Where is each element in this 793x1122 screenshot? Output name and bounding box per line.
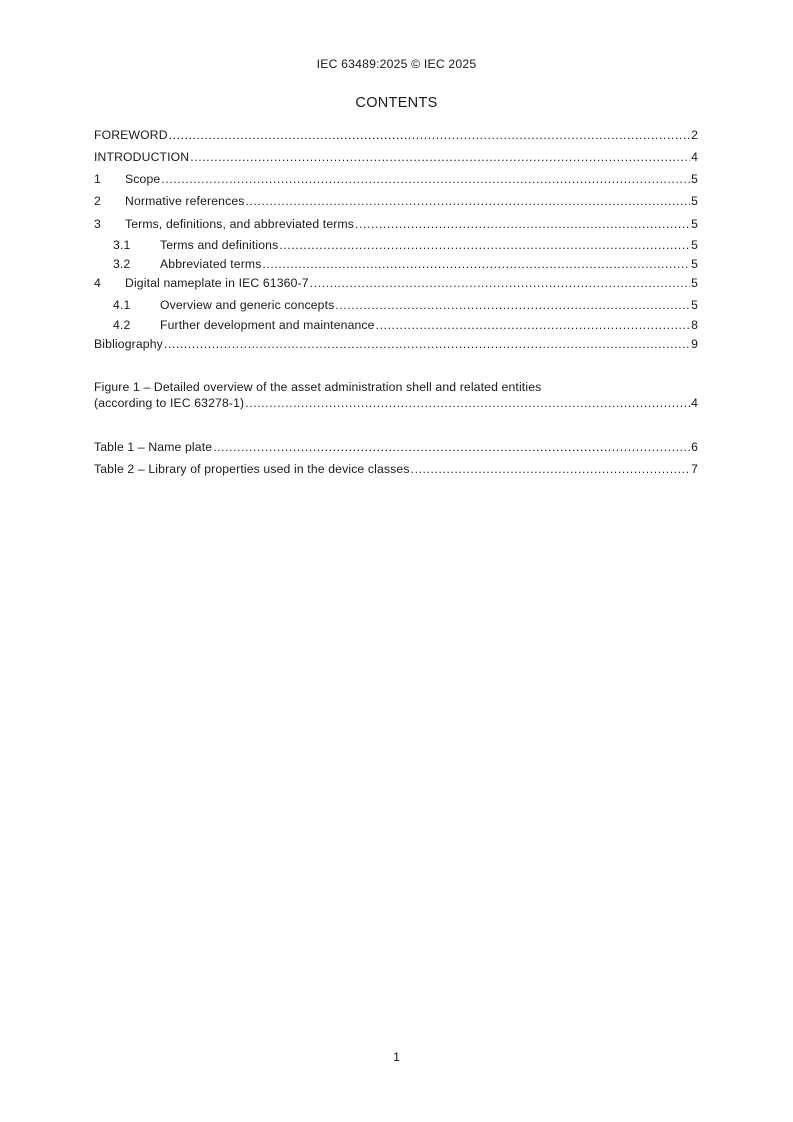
toc-leader — [246, 193, 691, 209]
toc-leader — [161, 171, 690, 187]
toc-entry-digital-nameplate[interactable] — [94, 275, 698, 291]
toc-entry-scope[interactable] — [94, 171, 698, 187]
toc-entry-number: 1 — [94, 172, 101, 186]
toc-entry-number: 2 — [94, 194, 101, 208]
toc-entry-title: FOREWORD — [94, 128, 168, 142]
table-entry-page: 7 — [691, 462, 698, 476]
toc-entry-page: 4 — [691, 150, 698, 164]
toc-entry-number: 4 — [94, 276, 101, 290]
toc-leader — [376, 317, 690, 333]
page-header: IEC 63489:2025 © IEC 2025 — [316, 57, 477, 71]
figure-entry-title-line2: (according to IEC 63278-1) — [94, 396, 245, 410]
toc-entry-abbreviated-terms[interactable] — [113, 256, 698, 272]
toc-leader — [245, 395, 690, 411]
toc-entry-terms-definitions[interactable] — [94, 216, 698, 232]
page-number: 1 — [393, 1050, 400, 1064]
toc-entry-page: 5 — [691, 276, 698, 290]
toc-entry-page: 5 — [691, 172, 698, 186]
toc-leader — [411, 461, 690, 477]
toc-entry-bibliography[interactable] — [94, 336, 698, 352]
toc-entry-page: 5 — [691, 238, 698, 252]
toc-entry-further-development[interactable] — [113, 317, 698, 333]
figure-entry-title-line1[interactable]: Figure 1 – Detailed overview of the asset administration shell and related entities — [94, 380, 542, 394]
toc-entry-title: INTRODUCTION — [94, 150, 190, 164]
contents-title: CONTENTS — [355, 95, 438, 111]
toc-entry-title: Terms, definitions, and abbreviated terms — [125, 217, 355, 231]
toc-leader — [310, 275, 690, 291]
toc-entry-page: 5 — [691, 257, 698, 271]
toc-entry-page: 5 — [691, 217, 698, 231]
toc-leader — [169, 127, 690, 143]
toc-entry-title: Bibliography — [94, 337, 163, 351]
toc-entry-normative-references[interactable] — [94, 193, 698, 209]
table-entry-title: Table 1 – Name plate — [94, 440, 213, 454]
toc-entry-title: Further development and maintenance — [160, 318, 375, 332]
toc-leader — [164, 336, 690, 352]
toc-entry-page: 2 — [691, 128, 698, 142]
toc-leader — [279, 237, 690, 253]
figure-entry-page: 4 — [691, 396, 698, 410]
toc-entry-page: 9 — [691, 337, 698, 351]
toc-entry-page: 5 — [691, 194, 698, 208]
figure-entry-1[interactable] — [94, 395, 698, 411]
toc-entry-page: 5 — [691, 298, 698, 312]
toc-entry-page: 8 — [691, 318, 698, 332]
table-entry-2[interactable] — [94, 461, 698, 477]
toc-entry-introduction[interactable] — [94, 149, 698, 165]
toc-leader — [335, 297, 690, 313]
toc-entry-number: 3.2 — [113, 257, 131, 271]
toc-leader — [190, 149, 690, 165]
toc-entry-number: 4.2 — [113, 318, 131, 332]
table-entry-page: 6 — [691, 440, 698, 454]
toc-entry-number: 3.1 — [113, 238, 131, 252]
table-entry-title: Table 2 – Library of properties used in the device classes — [94, 462, 410, 476]
toc-entry-title: Abbreviated terms — [160, 257, 262, 271]
toc-leader — [262, 256, 690, 272]
toc-entry-overview-generic-concepts[interactable] — [113, 297, 698, 313]
table-entry-1[interactable] — [94, 439, 698, 455]
toc-leader — [213, 439, 690, 455]
toc-leader — [355, 216, 690, 232]
toc-entry-number: 4.1 — [113, 298, 131, 312]
toc-entry-number: 3 — [94, 217, 101, 231]
toc-entry-title: Overview and generic concepts — [160, 298, 335, 312]
toc-entry-title: Scope — [125, 172, 161, 186]
toc-entry-foreword[interactable] — [94, 127, 698, 143]
toc-entry-title: Normative references — [125, 194, 245, 208]
toc-entry-terms-and-definitions[interactable] — [113, 237, 698, 253]
toc-entry-title: Terms and definitions — [160, 238, 279, 252]
toc-entry-title: Digital nameplate in IEC 61360-7 — [125, 276, 309, 290]
